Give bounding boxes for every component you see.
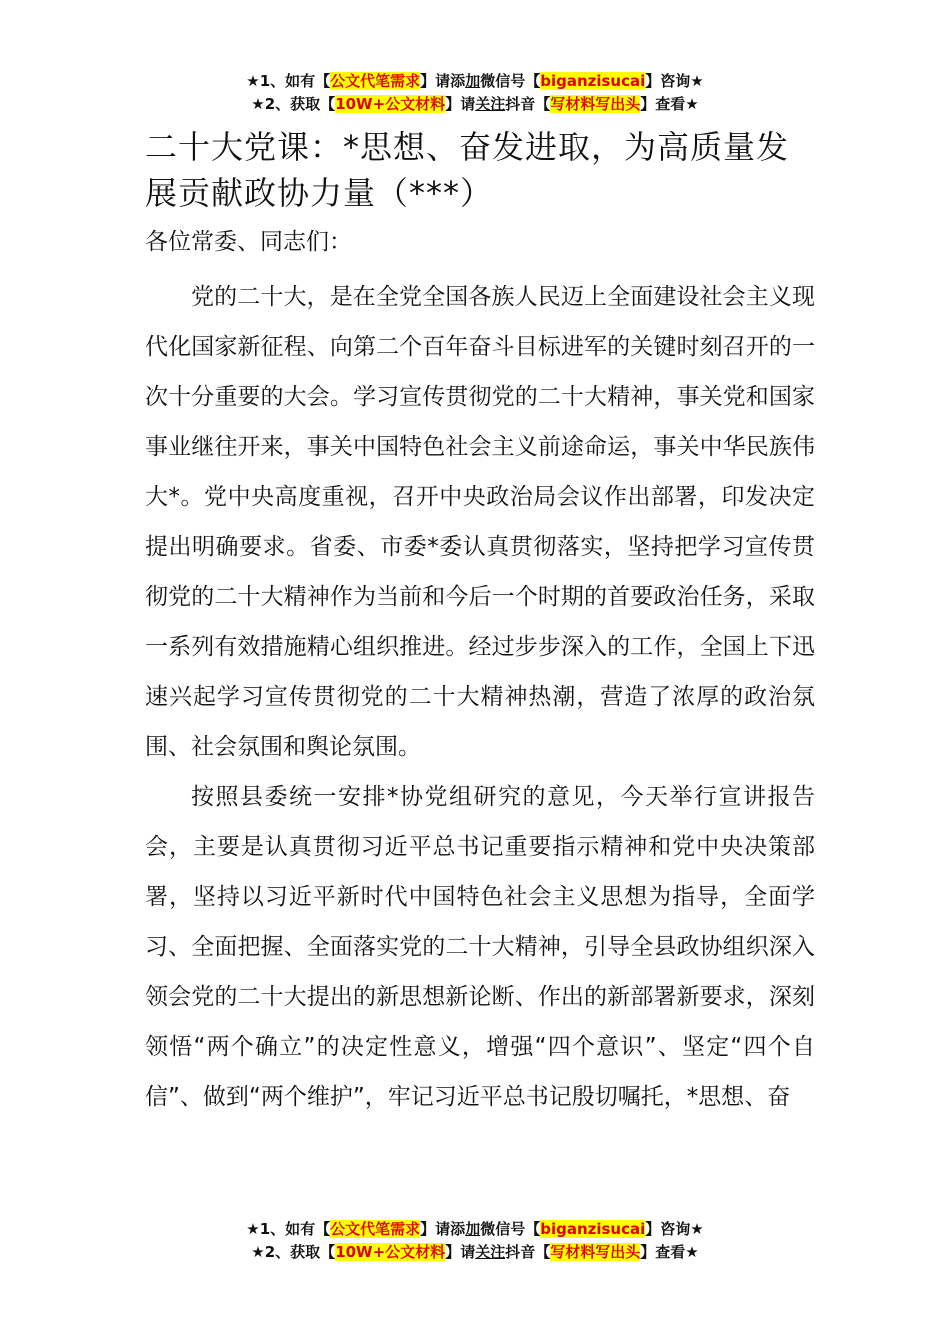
banner-highlight: 写材料写出头 [550,95,641,113]
banner-underlined: 关注 [475,95,506,113]
banner-text: ★1、如有【 [246,72,331,90]
banner-text: 】请 [445,1243,476,1261]
banner-highlight: 10W+公文材料 [335,1243,446,1261]
banner-text: 】查看★ [640,1243,699,1261]
banner-text: ★1、如有【 [246,1220,331,1238]
promo-banner-line-2 [0,93,950,115]
banner-text: ★2、获取【 [251,95,336,113]
banner-highlight: 公文代笔需求 [330,1220,421,1238]
banner-underlined: 加 [465,72,481,90]
banner-text: 】查看★ [640,95,699,113]
banner-text: 】咨询★ [645,72,704,90]
salutation: 各位常委、同志们： [145,229,352,255]
banner-underlined: 关注 [475,1243,506,1261]
banner-text: ★2、获取【 [251,1243,336,1261]
document-title: 二十大党课：*思想、奋发进取，为高质量发展贡献政协力量（***） [145,128,790,212]
promo-banner-footer-line-1 [0,1218,950,1240]
banner-text: 微信号【 [480,1220,541,1238]
banner-text: 】请添 [420,1220,466,1238]
banner-highlight: biganzisucai [540,1220,646,1238]
banner-text: 抖音【 [505,1243,551,1261]
promo-banner-footer-line-2 [0,1241,950,1263]
banner-highlight: biganzisucai [540,72,646,90]
paragraph: 党的二十大，是在全党全国各族人民迈上全面建设社会主义现代化国家新征程、向第二个百年奋斗目标进军的关键时刻召开的一次十分重要的大会。学习宣传贯彻党的二十大精神，事关党和国家事业继往开来，事关中国特色社会主义前途命运，事关中华民族伟大*。党中央高度重视，召开中央政治局会议作出部署，印发决定提出明确要求。省委、市委*委认真贯彻落实，坚持把学习宣传贯彻党的二十大精神作为当前和今后一个时期的首要政治任务，采取一系列有效措施精心组织推进。经过步步深入的工作，全国上下迅速兴起学习宣传贯彻党的二十大精神热潮，营造了浓厚的政治氛围、社会氛围和舆论氛围。 [145,284,815,760]
paragraph: 按照县委统一安排*协党组研究的意见，今天举行宣讲报告会，主要是认真贯彻习近平总书记重要指示精神和党中央决策部署，坚持以习近平新时代中国特色社会主义思想为指导，全面学习、全面把握、全面落实党的二十大精神，引导全县政协组织深入领会党的二十大提出的新思想新论断、作出的新部署新要求，深刻领悟“两个确立”的决定性意义，增强“四个意识”、坚定“四个自信”、做到“两个维护”，牢记习近平总书记殷切嘱托，*思想、奋 [145,784,815,1110]
banner-highlight: 公文代笔需求 [330,72,421,90]
banner-highlight: 10W+公文材料 [335,95,446,113]
banner-text: 微信号【 [480,72,541,90]
banner-text: 】请 [445,95,476,113]
promo-banner-line-1 [0,70,950,92]
banner-text: 抖音【 [505,95,551,113]
banner-text: 】咨询★ [645,1220,704,1238]
banner-text: 】请添 [420,72,466,90]
document-body [145,124,815,1122]
banner-underlined: 加 [465,1220,481,1238]
banner-highlight: 写材料写出头 [550,1243,641,1261]
